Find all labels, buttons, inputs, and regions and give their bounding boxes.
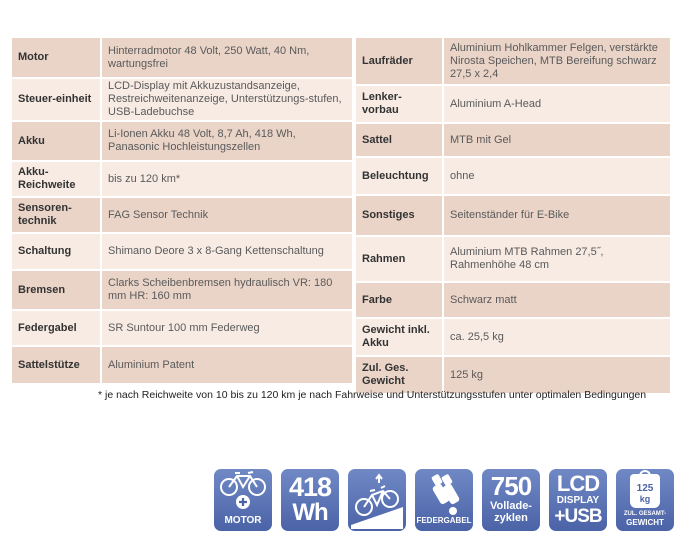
- spec-value: Aluminium A-Head: [444, 86, 670, 122]
- weight-value: 125: [636, 483, 654, 494]
- battery-badge: [281, 469, 339, 531]
- spec-label: Bremsen: [12, 271, 102, 309]
- spec-label: Steuer-einheit: [12, 79, 102, 120]
- spec-label: Schaltung: [12, 234, 102, 269]
- spec-row: [356, 237, 670, 281]
- charge-cycles-number: 750: [490, 471, 532, 501]
- spec-label: Akku: [12, 122, 102, 160]
- charge-cycles-line1: Vollade-: [490, 500, 532, 512]
- spec-row: [12, 79, 352, 120]
- spec-value: Aluminium MTB Rahmen 27,5˝, Rahmenhöhe 48 cm: [444, 237, 670, 281]
- spec-value: bis zu 120 km*: [102, 162, 352, 196]
- spec-label: Rahmen: [356, 237, 444, 281]
- spec-value: ca. 25,5 kg: [444, 319, 670, 355]
- motor-badge: [214, 469, 272, 531]
- spec-row: [356, 283, 670, 317]
- display-line2: DISPLAY: [556, 495, 600, 506]
- weight-label-line1: ZUL. GESAMT-: [623, 511, 667, 517]
- spec-row: [356, 158, 670, 194]
- display-line1: LCD: [556, 471, 600, 496]
- spec-label: Akku-Reichweite: [12, 162, 102, 196]
- spec-row: [12, 122, 352, 160]
- spec-label: Sattelstütze: [12, 347, 102, 383]
- spec-value: Clarks Scheibenbremsen hydraulisch VR: 180 mm HR: 160 mm: [102, 271, 352, 309]
- spec-value: SR Suntour 100 mm Federweg: [102, 311, 352, 345]
- spec-label: Motor: [12, 38, 102, 77]
- spec-value: ohne: [444, 158, 670, 194]
- suspension-fork-icon: [415, 469, 473, 517]
- spec-label: Laufräder: [356, 38, 444, 84]
- display-line3: +USB: [554, 506, 602, 527]
- spec-label: Lenker-vorbau: [356, 86, 444, 122]
- spec-label: Farbe: [356, 283, 444, 317]
- spec-row: [356, 357, 670, 393]
- charge-cycles-line2: zyklen: [494, 512, 528, 524]
- spec-row: [12, 198, 352, 232]
- spec-value: Aluminium Hohlkammer Felgen, verstärkte Nirosta Speichen, MTB Bereifung schwarz 27,5 x 2,4: [444, 38, 670, 84]
- weight-label-line2: GEWICHT: [626, 518, 664, 527]
- footnote: * je nach Reichweite von 10 bis zu 120 km je nach Fahrweise und Unterstützungsstufen unter optimalen Bedingungen: [98, 389, 647, 401]
- fork-badge-label: FEDERGABEL: [416, 516, 472, 525]
- spec-row: [356, 86, 670, 122]
- weight-icon: [630, 474, 660, 508]
- motor-badge-label: MOTOR: [224, 515, 262, 526]
- spec-value: LCD-Display mit Akkuzustandsanzeige, Restreichweitenanzeige, Unterstützungs-stufen, USB-Ladebuchse: [102, 79, 352, 120]
- spec-label: Sonstiges: [356, 196, 444, 235]
- weight-unit: kg: [639, 494, 651, 504]
- spec-label: Zul. Ges. Gewicht: [356, 357, 444, 393]
- spec-row: [12, 234, 352, 269]
- spec-row: [356, 319, 670, 355]
- spec-row: [12, 271, 352, 309]
- spec-row: [12, 38, 352, 77]
- battery-capacity: 418: [288, 472, 332, 502]
- spec-value: Hinterradmotor 48 Volt, 250 Watt, 40 Nm, wartungsfrei: [102, 38, 352, 77]
- spec-row: [356, 124, 670, 156]
- mtb-badge: [348, 469, 406, 531]
- spec-value: Seitenständer für E-Bike: [444, 196, 670, 235]
- spec-value: MTB mit Gel: [444, 124, 670, 156]
- charge-cycles-badge: [482, 469, 540, 531]
- spec-row: [356, 38, 670, 84]
- fork-badge: [415, 469, 473, 531]
- display-badge: [549, 469, 607, 531]
- spec-value: FAG Sensor Technik: [102, 198, 352, 232]
- spec-label: Gewicht inkl. Akku: [356, 319, 444, 355]
- battery-unit: Wh: [292, 499, 328, 526]
- spec-row: [356, 196, 670, 235]
- spec-value: 125 kg: [444, 357, 670, 393]
- spec-table-right: [356, 36, 670, 395]
- spec-value: Li-Ionen Akku 48 Volt, 8,7 Ah, 418 Wh, Panasonic Hochleistungszellen: [102, 122, 352, 160]
- mountain-bike-icon: [348, 469, 406, 531]
- spec-value: Shimano Deore 3 x 8-Gang Kettenschaltung: [102, 234, 352, 269]
- spec-row: [12, 162, 352, 196]
- spec-table-left: [12, 36, 352, 385]
- spec-row: [12, 347, 352, 383]
- spec-value: Aluminium Patent: [102, 347, 352, 383]
- spec-label: Sattel: [356, 124, 444, 156]
- spec-row: [12, 311, 352, 345]
- weight-badge: [616, 469, 674, 531]
- e-bike-plus-icon: [217, 469, 269, 511]
- spec-label: Federgabel: [12, 311, 102, 345]
- spec-label: Beleuchtung: [356, 158, 444, 194]
- spec-label: Sensoren-technik: [12, 198, 102, 232]
- spec-value: Schwarz matt: [444, 283, 670, 317]
